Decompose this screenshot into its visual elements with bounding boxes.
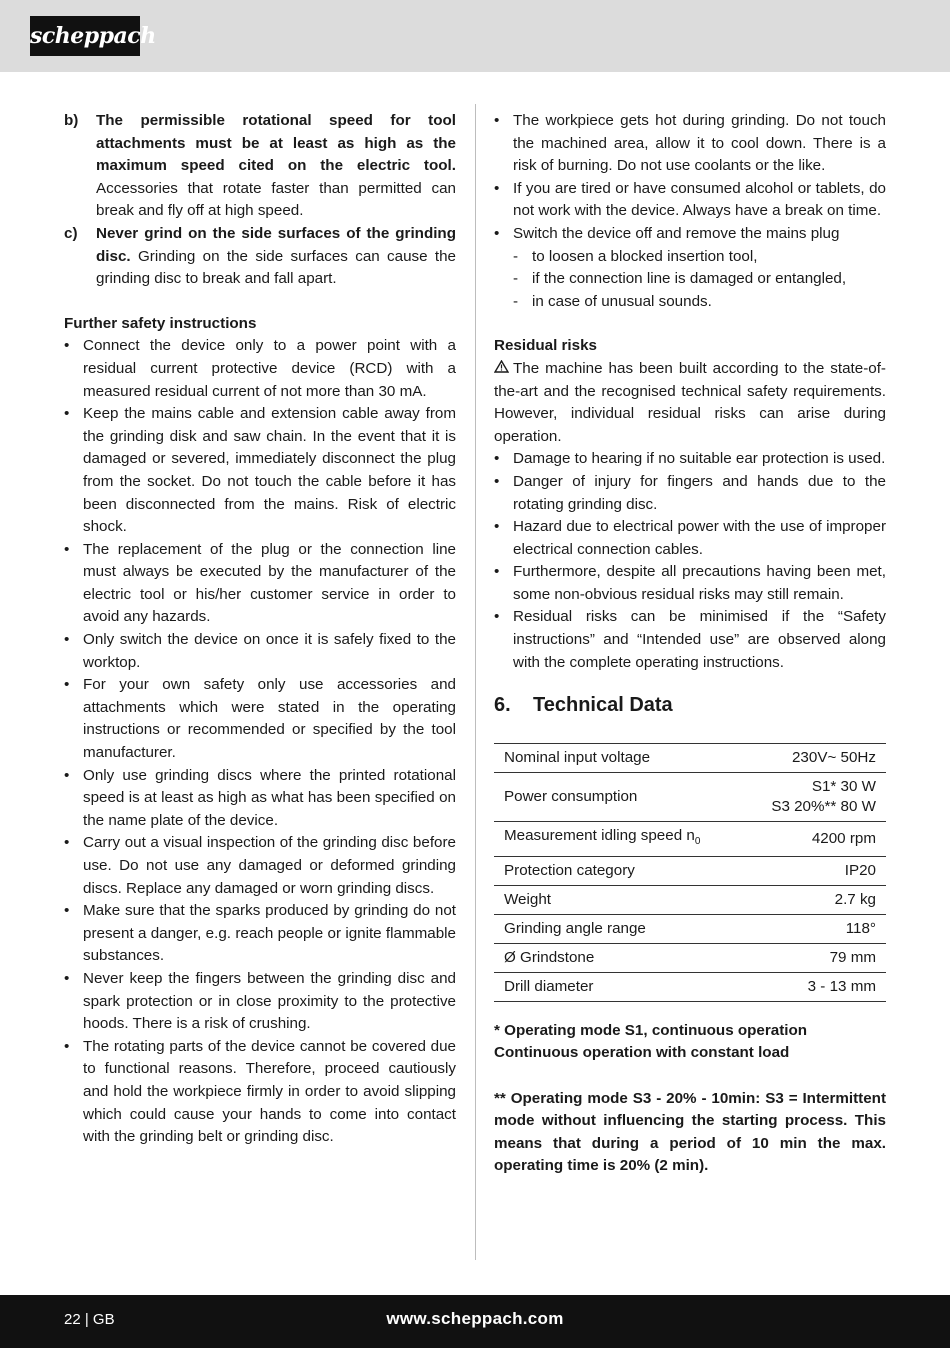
note-s1-line2: Continuous operation with constant load [494,1044,790,1062]
table-value: 3 - 13 mm [807,977,876,995]
page-footer [0,1295,950,1348]
list-item: • The workpiece gets hot during grinding. Do not touch the machined area, allow it to cool down. There is a risk of burning. Do not use coolants or the like. [494,110,886,178]
table-row [494,914,886,943]
table-value-line: S1* 30 W [811,777,876,795]
item-plain-text: Accessories that rotate faster than permitted can break and fly off at high speed. [96,179,456,220]
list-item: • Danger of injury for fingers and hands due to the rotating grinding disc. [494,471,886,516]
list-item: - if the connection line is damaged or entangled, [494,268,886,291]
further-safety-list [64,335,456,1148]
list-item: • Hazard due to electrical power with the use of improper electrical connection cables. [494,516,886,561]
note-s1 [494,1020,886,1065]
lettered-item [64,223,456,291]
scheppach-logo: scheppach [30,16,140,56]
right-column [494,110,886,1201]
list-item: - to loosen a blocked insertion tool, [494,246,886,269]
table-value: 230V~ 50Hz [791,748,876,766]
table-value: 118° [845,919,876,937]
list-item: • Connect the device only to a power point with a residual current protective device (RCD) with a measured residual current of not more than 30 mA. [64,335,456,403]
table-row [494,772,886,821]
item-plain-text: Grinding on the side surfaces can cause the grinding disc to break and fall apart. [96,247,456,288]
table-value [743,772,886,821]
table-value: IP20 [844,861,876,879]
table-row [494,972,886,1001]
safety-list-continued [494,110,886,246]
table-label: Protection category [504,861,635,879]
table-label [494,821,743,856]
table-label: Grinding angle range [504,919,646,937]
page-header [0,0,950,72]
section-number: 6. [494,694,511,717]
lettered-item [64,110,456,223]
table-label: Nominal input voltage [504,748,651,766]
residual-risks-heading: Residual risks [494,337,597,355]
website-link[interactable]: www.scheppach.com [386,1309,564,1328]
list-item: • If you are tired or have consumed alcohol or tablets, do not work with the device. Always have a break on time. [494,178,886,223]
list-item: • Carry out a visual inspection of the grinding disc before use. Do not use any damaged or deformed grinding discs. Replace any damaged or worn grinding discs. [64,832,456,900]
table-value: 2.7 kg [834,890,876,908]
list-item: • Furthermore, despite all precautions having been met, some non-obvious residual risks may still remain. [494,561,886,606]
note-s1-line1: * Operating mode S1, continuous operation [494,1021,808,1039]
page-number: 22 | GB [64,1311,115,1328]
table-label: Power consumption [504,787,638,805]
table-label: Drill diameter [504,977,594,995]
list-item: • The rotating parts of the device cannot be covered due to functional reasons. Therefore, proceed cautiously and hold the workpiece firmly in order to avoid slipping which could cause your hands to come into contact with the grinding belt or grinding disc. [64,1036,456,1149]
table-label-text: Measurement idling speed n [504,826,695,844]
list-item: • Keep the mains cable and extension cable away from the grinding disk and saw chain. In the event that it is damaged or severed, immediately disconnect the plug from the socket. Do not touch the cable before it has been disconnected from the mains. Risk of electric shock. [64,403,456,539]
item-letter: c) [64,224,78,242]
table-row [494,856,886,885]
list-item: • Only switch the device on once it is safely fixed to the worktop. [64,629,456,674]
residual-intro-text: The machine has been built according to the state-of-the-art and the recognised technical safety requirements. However, individual residual risks can arise during operation. [494,359,886,445]
table-row [494,885,886,914]
note-s3: ** Operating mode S3 - 20% - 10min: S3 = Intermittent mode without influencing the starting process. This means that during a period of 10 min the max. operating time is 20% (2 min). [494,1089,886,1175]
item-bold-text: Never grind on the side surfaces of the grinding disc. [96,224,456,265]
left-column [64,110,456,1149]
further-safety-heading: Further safety instructions [64,314,257,332]
list-item: • Make sure that the sparks produced by grinding do not present a danger, e.g. reach people or ignite flammable substances. [64,900,456,968]
list-item: • Only use grinding discs where the printed rotational speed is at least as high as what has been specified on the name plate of the device. [64,765,456,833]
technical-data-table [494,743,886,1002]
table-value: 79 mm [829,948,876,966]
list-item: - in case of unusual sounds. [494,291,886,314]
list-item: • Damage to hearing if no suitable ear protection is used. [494,448,886,471]
list-item: • Residual risks can be minimised if the “Safety instructions” and “Intended use” are observed along with the complete operating instructions. [494,606,886,674]
list-item: • Switch the device off and remove the mains plug [494,223,886,246]
list-item: • For your own safety only use accessories and attachments which were stated in the operating instructions or recommended or specified by the tool manufacturer. [64,674,456,764]
table-row [494,943,886,972]
section-title [494,694,886,717]
table-row [494,743,886,772]
list-item: • The replacement of the plug or the connection line must always be executed by the manufacturer of the electric tool or his/her customer service in order to avoid any hazards. [64,539,456,629]
residual-risks-intro [494,358,886,448]
table-value: 4200 rpm [811,829,876,847]
item-bold-text: The permissible rotational speed for tool attachments must be at least as high as the maximum speed cited on the electric tool. [96,112,456,175]
item-letter: b) [64,112,79,129]
warning-triangle-icon [494,358,509,381]
item-text [96,223,456,291]
item-text [96,110,456,223]
section-title-text: Technical Data [533,694,673,717]
list-item: • Never keep the fingers between the grinding disc and spark protection or in close proximity to the protective hoods. There is a risk of crushing. [64,968,456,1036]
table-label-subscript: 0 [694,835,701,847]
table-label: Ø Grindstone [504,948,595,966]
column-divider [475,104,476,1260]
residual-risks-list [494,448,886,674]
operating-mode-notes [494,1020,886,1178]
table-row [494,821,886,856]
table-label: Weight [504,890,551,908]
unplug-conditions-list [494,246,886,314]
table-value-line: S3 20%** 80 W [771,797,876,815]
